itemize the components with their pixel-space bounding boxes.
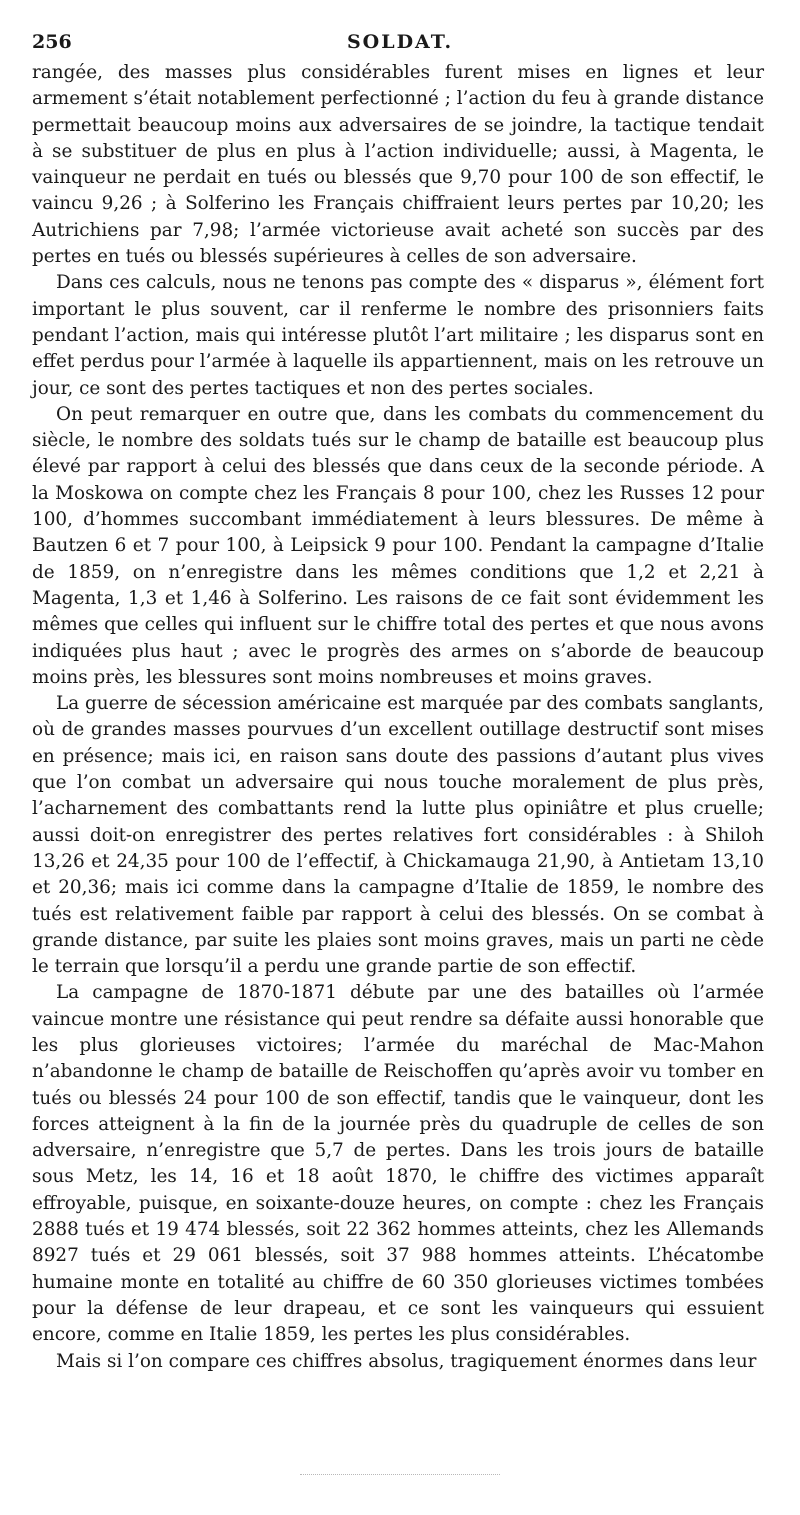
footer-print-marks xyxy=(300,1474,500,1479)
paragraph-killed-vs-wounded: On peut remarquer en outre que, dans les combats du commencement du siècle, le nombre des soldats tués sur le champ de bataille est beaucoup plus élevé par rapport à celui des blessés que dans ceux de la seconde période. A la Moskowa on compte chez les Français 8 pour 100, chez les Russes 12 pour 100, d’hommes succombant immédiatement à leurs blessures. De même à Bautzen 6 et 7 pour 100, à Leipsick 9 pour 100. Pendant la campagne d’Italie de 1859, on n’enregistre dans les mêmes conditions que 1,2 et 2,21 à Magenta, 1,3 et 1,46 à Solferino. Les raisons de ce fait sont évidemment les mêmes que celles qui influent sur le chiffre total des pertes et que nous avons indiquées plus haut ; avec le progrès des armes on s’aborde de beaucoup moins près, les blessures sont moins nombreuses et moins graves. xyxy=(32,403,764,688)
body-text xyxy=(32,60,764,1375)
paragraph-campaign-1870-1871: La campagne de 1870-1871 débute par une des batailles où l’armée vaincue montre une résistance qui peut rendre sa défaite aussi honorable que les plus glorieuses victoires; l’armée du maréchal de Mac-Mahon n’abandonne le champ de bataille de Reischoffen qu’après avoir vu tomber en tués ou blessés 24 pour 100 de son effectif, tandis que le vainqueur, dont les forces atteignent à la fin de la journée près du quadruple de celles de son adversaire, n’enregistre que 5,7 de pertes. Dans les trois jours de bataille sous Metz, les 14, 16 et 18 août 1870, le chiffre des victimes apparaît effroyable, puisque, en soixante-douze heures, on compte : chez les Français 2888 tués et 19 474 blessés, soit 22 362 hommes atteints, chez les Allemands 8927 tués et 29 061 blessés, soit 37 988 hommes atteints. L’hécatombe humaine monte en totalité au chiffre de 60 350 glorieuses victimes tombées pour la défense de leur drapeau, et ce sont les vainqueurs qui essuient encore, comme en Italie 1859, les pertes les plus considérables. xyxy=(32,982,764,1346)
running-title: SOLDAT. xyxy=(346,31,454,53)
paragraph-closing-fragment: Mais si l’on compare ces chiffres absolus, tragiquement énormes dans leur xyxy=(56,1350,757,1372)
paragraph-continuation: rangée, des masses plus considérables furent mises en lignes et leur armement s’était notablement perfectionné ; l’action du feu à grande distance permettait beaucoup moins aux adversaires de se joindre, la tactique tendait à se substituer de plus en plus à l’action individuelle; aussi, à Magenta, le vainqueur ne perdait en tués ou blessés que 9,70 pour 100 de son effectif, le vaincu 9,26 ; à Solferino les Français chiffraient leurs pertes par 10,20; les Autrichiens par 7,98; l’armée victorieuse avait acheté son succès par des pertes en tués ou blessés supérieures à celles de son adversaire. xyxy=(32,62,764,268)
page-number: 256 xyxy=(32,31,72,53)
paragraph-disparus: Dans ces calculs, nous ne tenons pas compte des « disparus », élément fort important le plus souvent, car il renferme le nombre des prisonniers faits pendant l’action, mais qui intéresse plutôt l’art militaire ; les disparus sont en effet perdus pour l’armée à laquelle ils appartiennent, mais on les retrouve un jour, ce sont des pertes tactiques et non des pertes sociales. xyxy=(32,272,764,399)
running-head xyxy=(0,28,800,58)
paragraph-american-civil-war: La guerre de sécession américaine est marquée par des combats sanglants, où de grandes masses pourvues d’un excellent outillage destructif sont mises en présence; mais ici, en raison sans doute des passions d’autant plus vives que l’on combat un adversaire qui nous touche moralement de plus près, l’acharnement des combattants rend la lutte plus opiniâtre et plus cruelle; aussi doit-on enregistrer des pertes relatives fort considérables : à Shiloh 13,26 et 24,35 pour 100 de l’effectif, à Chickamauga 21,90, à Antietam 13,10 et 20,36; mais ici comme dans la campagne d’Italie de 1859, le nombre des tués est relativement faible par rapport à celui des blessés. On se combat à grande distance, par suite les plaies sont moins graves, mais un parti ne cède le terrain que lorsqu’il a perdu une grande partie de son effectif. xyxy=(32,693,764,978)
